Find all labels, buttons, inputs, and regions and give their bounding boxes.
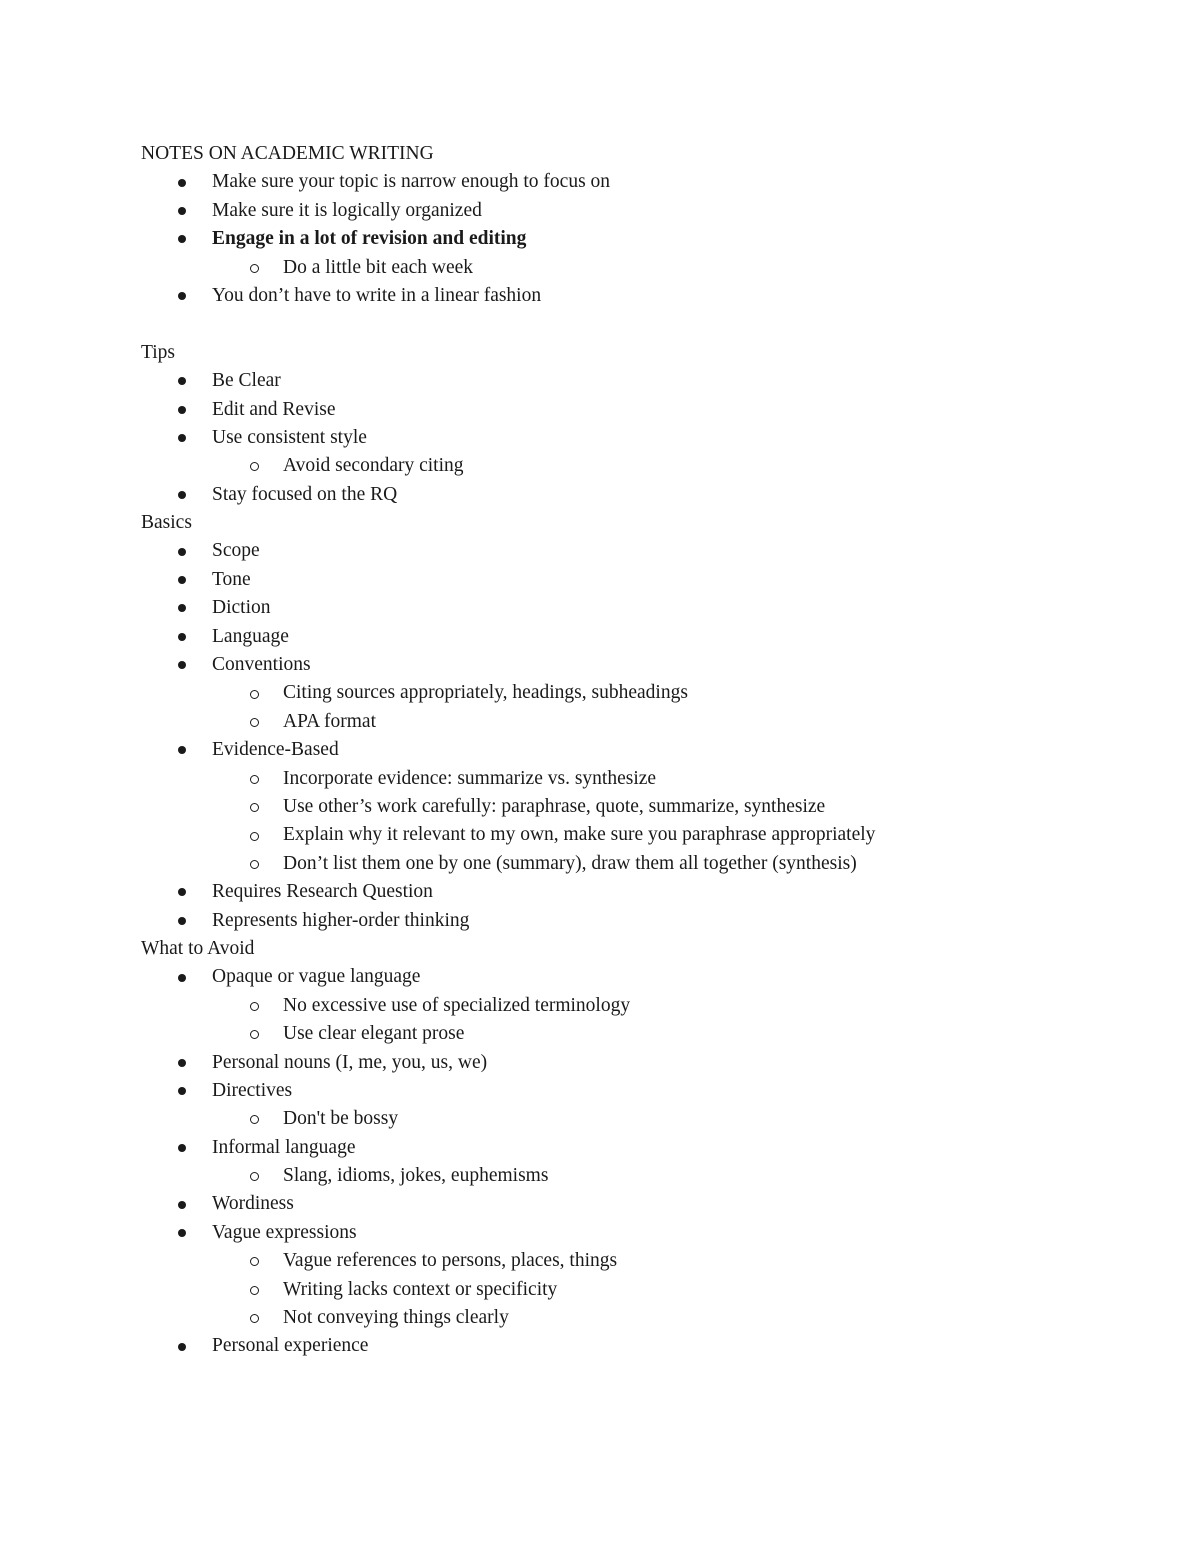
sub-list-item-text: No excessive use of specialized terminology	[283, 994, 631, 1016]
list-item	[141, 481, 1101, 509]
sub-list-item	[141, 1162, 1101, 1190]
hollow-bullet-icon	[250, 1002, 259, 1011]
bullet-icon	[178, 406, 186, 414]
bullet-icon	[178, 207, 186, 215]
list-item-text: Use consistent style	[212, 426, 367, 448]
list-item-text: Make sure your topic is narrow enough to focus on	[212, 171, 611, 193]
list-item	[141, 367, 1101, 395]
list-item-text: Directives	[212, 1079, 293, 1101]
bullet-icon	[178, 633, 186, 641]
bullet-icon	[178, 1343, 186, 1351]
sub-list-item	[141, 1105, 1101, 1133]
list-item	[141, 1077, 1101, 1105]
list-item-text: Language	[212, 625, 289, 647]
bullet-icon	[178, 1059, 186, 1067]
blank-line	[141, 310, 1101, 338]
sub-list-item-text: Incorporate evidence: summarize vs. synthesize	[283, 767, 657, 789]
sub-list-item	[141, 679, 1101, 707]
list-item-text: Be Clear	[212, 370, 281, 392]
list-item	[141, 1134, 1101, 1162]
list-item-text: You don’t have to write in a linear fashion	[212, 284, 542, 306]
bullet-icon	[178, 974, 186, 982]
sub-list-item-text: Don't be bossy	[283, 1108, 399, 1130]
list-item	[141, 594, 1101, 622]
bullet-icon	[178, 661, 186, 669]
sub-list-item-text: Avoid secondary citing	[283, 455, 464, 477]
bullet-icon	[178, 888, 186, 896]
section-heading-basics: Basics	[141, 512, 192, 534]
sub-list-item-text: Citing sources appropriately, headings, subheadings	[283, 682, 688, 704]
bullet-icon	[178, 576, 186, 584]
sub-list-item	[141, 850, 1101, 878]
bullet-icon	[178, 434, 186, 442]
list-item-text: Opaque or vague language	[212, 966, 421, 988]
sub-list-item	[141, 992, 1101, 1020]
list-item	[141, 566, 1101, 594]
bullet-icon	[178, 1087, 186, 1095]
bullet-icon	[178, 377, 186, 385]
list-item	[141, 282, 1101, 310]
list-item-text: Personal experience	[212, 1335, 369, 1357]
sub-list-item	[141, 1276, 1101, 1304]
list-item	[141, 396, 1101, 424]
list-item	[141, 424, 1101, 452]
hollow-bullet-icon	[250, 832, 259, 841]
sub-list-item	[141, 254, 1101, 282]
list-item-text: Conventions	[212, 654, 311, 676]
bullet-icon	[178, 604, 186, 612]
hollow-bullet-icon	[250, 803, 259, 812]
list-item-text: Requires Research Question	[212, 881, 433, 903]
sub-list-item-text: Don’t list them one by one (summary), draw them all together (synthesis)	[283, 852, 857, 874]
list-item-text: Make sure it is logically organized	[212, 199, 482, 221]
bullet-icon	[178, 1201, 186, 1209]
list-item	[141, 878, 1101, 906]
sub-list-item-text: Not conveying things clearly	[283, 1307, 509, 1329]
sub-list-item-text: Slang, idioms, jokes, euphemisms	[283, 1165, 549, 1187]
list-item-text: Evidence-Based	[212, 739, 339, 761]
list-item	[141, 168, 1101, 196]
sub-list-item	[141, 1304, 1101, 1332]
list-item-text: Edit and Revise	[212, 398, 336, 420]
list-item	[141, 1332, 1101, 1360]
hollow-bullet-icon	[250, 1257, 259, 1266]
hollow-bullet-icon	[250, 264, 259, 273]
sub-list-item-text: Vague references to persons, places, things	[283, 1250, 618, 1272]
hollow-bullet-icon	[250, 1286, 259, 1295]
list-item	[141, 736, 1101, 764]
hollow-bullet-icon	[250, 775, 259, 784]
sub-list-item	[141, 1020, 1101, 1048]
bullet-icon	[178, 491, 186, 499]
section-heading-what-to-avoid: What to Avoid	[141, 937, 255, 959]
list-item-text: Scope	[212, 540, 260, 562]
list-item-text: Wordiness	[212, 1193, 294, 1215]
sub-list-item-text: Use clear elegant prose	[283, 1023, 465, 1045]
list-item-text: Tone	[212, 568, 251, 590]
list-item-text: Informal language	[212, 1136, 356, 1158]
bullet-icon	[178, 292, 186, 300]
list-item-text: Stay focused on the RQ	[212, 483, 398, 505]
sub-list-item	[141, 793, 1101, 821]
hollow-bullet-icon	[250, 690, 259, 699]
list-item	[141, 225, 1101, 253]
bullet-icon	[178, 179, 186, 187]
bullet-icon	[178, 1229, 186, 1237]
sub-list-item-text: Writing lacks context or specificity	[283, 1278, 558, 1300]
list-item-text: Personal nouns (I, me, you, us, we)	[212, 1051, 488, 1073]
list-item	[141, 1049, 1101, 1077]
document-body	[141, 140, 1101, 1361]
bullet-icon	[178, 235, 186, 243]
bullet-icon	[178, 1144, 186, 1152]
section-heading-tips: Tips	[141, 341, 175, 363]
list-item-text: Diction	[212, 597, 271, 619]
sub-list-item	[141, 765, 1101, 793]
hollow-bullet-icon	[250, 718, 259, 727]
sub-list-item	[141, 452, 1101, 480]
bullet-icon	[178, 548, 186, 556]
list-item	[141, 907, 1101, 935]
list-item	[141, 537, 1101, 565]
sub-list-item	[141, 708, 1101, 736]
sub-list-item	[141, 821, 1101, 849]
hollow-bullet-icon	[250, 1030, 259, 1039]
hollow-bullet-icon	[250, 462, 259, 471]
sub-list-item-text: Use other’s work carefully: paraphrase, quote, summarize, synthesize	[283, 795, 826, 817]
hollow-bullet-icon	[250, 860, 259, 869]
hollow-bullet-icon	[250, 1115, 259, 1124]
list-item	[141, 1190, 1101, 1218]
bullet-icon	[178, 917, 186, 925]
list-item-text: Engage in a lot of revision and editing	[212, 228, 527, 250]
list-item	[141, 651, 1101, 679]
sub-list-item-text: Do a little bit each week	[283, 256, 474, 278]
list-item	[141, 623, 1101, 651]
list-item	[141, 197, 1101, 225]
list-item-text: Vague expressions	[212, 1221, 357, 1243]
hollow-bullet-icon	[250, 1314, 259, 1323]
list-item	[141, 1219, 1101, 1247]
bullet-icon	[178, 746, 186, 754]
sub-list-item-text: Explain why it relevant to my own, make sure you paraphrase appropriately	[283, 824, 876, 846]
sub-list-item-text: APA format	[283, 710, 376, 732]
document-title: NOTES ON ACADEMIC WRITING	[141, 143, 434, 164]
list-item-text: Represents higher-order thinking	[212, 909, 470, 931]
sub-list-item	[141, 1247, 1101, 1275]
hollow-bullet-icon	[250, 1172, 259, 1181]
list-item	[141, 963, 1101, 991]
